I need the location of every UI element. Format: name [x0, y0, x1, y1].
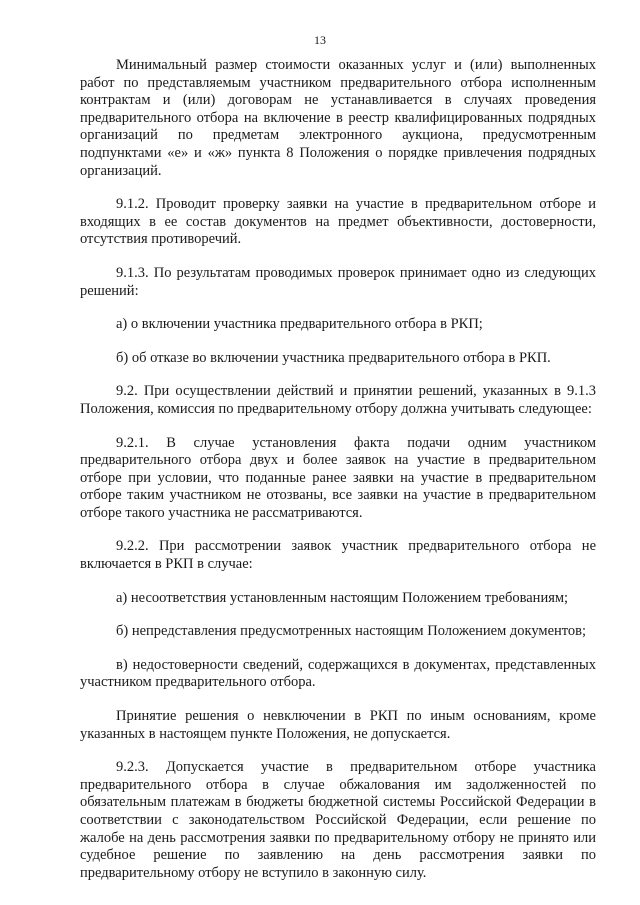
paragraph-case-b: б) непредставления предусмотренных настоящим Положением документов; — [116, 623, 587, 640]
paragraph-decision-b: б) об отказе во включении участника предварительного отбора в РКП. — [116, 349, 551, 366]
paragraph-9-1-3: 9.1.3. По результатам проводимых проверок принимает одно из следующих решений: — [80, 264, 596, 299]
page-number: 13 — [314, 33, 326, 47]
paragraph-min-cost: Минимальный размер стоимости оказанных услуг и (или) выполненных работ по представляемым участником предварительного отбора исполненным контрактам и (или) договорам не устанавливается в случаях проведения предварительного отбора на включение в реестр квалифицированных подрядных организаций по предметам электронного аукциона, предусмотренным подпунктами «е» и «ж» пункта 8 Положения о порядке привлечения подрядных организаций. — [80, 57, 596, 179]
paragraph-9-2-1: 9.2.1. В случае установления факта подачи одним участником предварительного отбора двух и более заявок на участие в предварительном отборе при условии, что поданные ранее заявки на участие в предварительном отборе таким участником не отозваны, все заявки на участие в предварительном отборе такого участника не рассматриваются. — [80, 434, 596, 521]
paragraph-9-1-2: 9.1.2. Проводит проверку заявки на участие в предварительном отборе и входящих в ее состав документов на предмет объективности, достоверности, отсутствия противоречий. — [80, 196, 596, 248]
paragraph-9-2-2: 9.2.2. При рассмотрении заявок участник предварительного отбора не включается в РКП в случае: — [80, 538, 596, 573]
paragraph-9-2: 9.2. При осуществлении действий и принятии решений, указанных в 9.1.3 Положения, комиссия по предварительному отбору должна учитывать следующее: — [80, 383, 596, 417]
paragraph-case-v: в) недостоверности сведений, содержащихся в документах, представленных участником предварительного отбора. — [80, 656, 596, 691]
paragraph-decision-a: а) о включении участника предварительного отбора в РКП; — [116, 316, 483, 333]
paragraph-other-grounds: Принятие решения о невключении в РКП по иным основаниям, кроме указанных в настоящем пункте Положения, не допускается. — [80, 708, 596, 742]
paragraph-case-a: а) несоответствия установленным настоящим Положением требованиям; — [116, 589, 569, 606]
document-body — [80, 57, 596, 898]
paragraph-9-2-3: 9.2.3. Допускается участие в предварительном отборе участника предварительного отбора в случае обжалования им задолженностей по обязательным платежам в бюджеты бюджетной системы Российской Федерации в соответствии с законодательством Российской Федерации, если решение по жалобе на день рассмотрения заявки по предварительному отбору не принято или судебное решение по заявлению на день рассмотрения заявки по предварительному отбору не вступило в законную силу. — [80, 759, 596, 881]
